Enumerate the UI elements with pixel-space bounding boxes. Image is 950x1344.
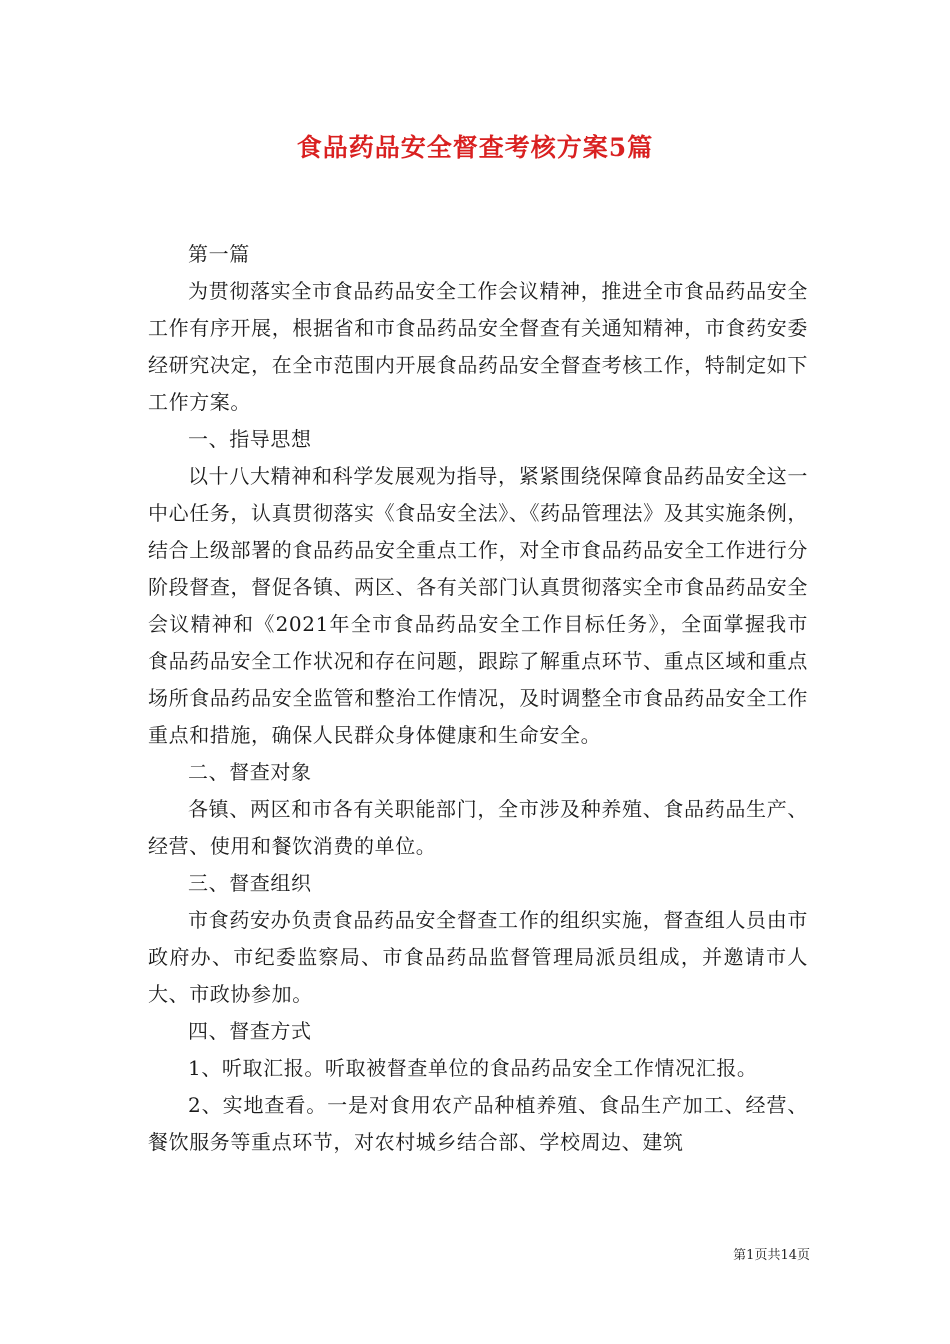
body-paragraph: 市食药安办负责食品药品安全督查工作的组织实施，督查组人员由市政府办、市纪委监察局、市食品药品监督管理局派员组成，并邀请市人大、市政协参加。 xyxy=(148,908,808,1006)
document-title: 食品药品安全督查考核方案5篇 xyxy=(296,133,654,162)
part-heading: 第一篇 xyxy=(188,242,250,266)
body-paragraph: 1、听取汇报。听取被督查单位的食品药品安全工作情况汇报。 xyxy=(188,1056,758,1080)
section-heading: 一、指导思想 xyxy=(188,427,312,451)
body-paragraph: 为贯彻落实全市食品药品安全工作会议精神，推进全市食品药品安全工作有序开展，根据省和市食品药品安全督查有关通知精神，市食药安委经研究决定，在全市范围内开展食品药品安全督查考核工作，特制定如下工作方案。 xyxy=(148,279,808,414)
section-heading: 四、督查方式 xyxy=(188,1019,312,1043)
document-body xyxy=(148,236,808,1161)
section-heading: 二、督查对象 xyxy=(188,760,312,784)
section-heading: 三、督查组织 xyxy=(188,871,312,895)
body-paragraph: 各镇、两区和市各有关职能部门，全市涉及种养殖、食品药品生产、经营、使用和餐饮消费的单位。 xyxy=(148,797,808,858)
body-paragraph: 2、实地查看。一是对食用农产品种植养殖、食品生产加工、经营、餐饮服务等重点环节，对农村城乡结合部、学校周边、建筑 xyxy=(148,1093,808,1154)
page-number-footer: 第1页共14页 xyxy=(733,1248,810,1263)
body-paragraph: 以十八大精神和科学发展观为指导，紧紧围绕保障食品药品安全这一中心任务，认真贯彻落实《食品安全法》、《药品管理法》及其实施条例，结合上级部署的食品药品安全重点工作，对全市食品药品安全工作进行分阶段督查，督促各镇、两区、各有关部门认真贯彻落实全市食品药品安全会议精神和《2021年全市食品药品安全工作目标任务》，全面掌握我市食品药品安全工作状况和存在问题，跟踪了解重点环节、重点区域和重点场所食品药品安全监管和整治工作情况，及时调整全市食品药品安全工作重点和措施，确保人民群众身体健康和生命安全。 xyxy=(148,464,808,747)
